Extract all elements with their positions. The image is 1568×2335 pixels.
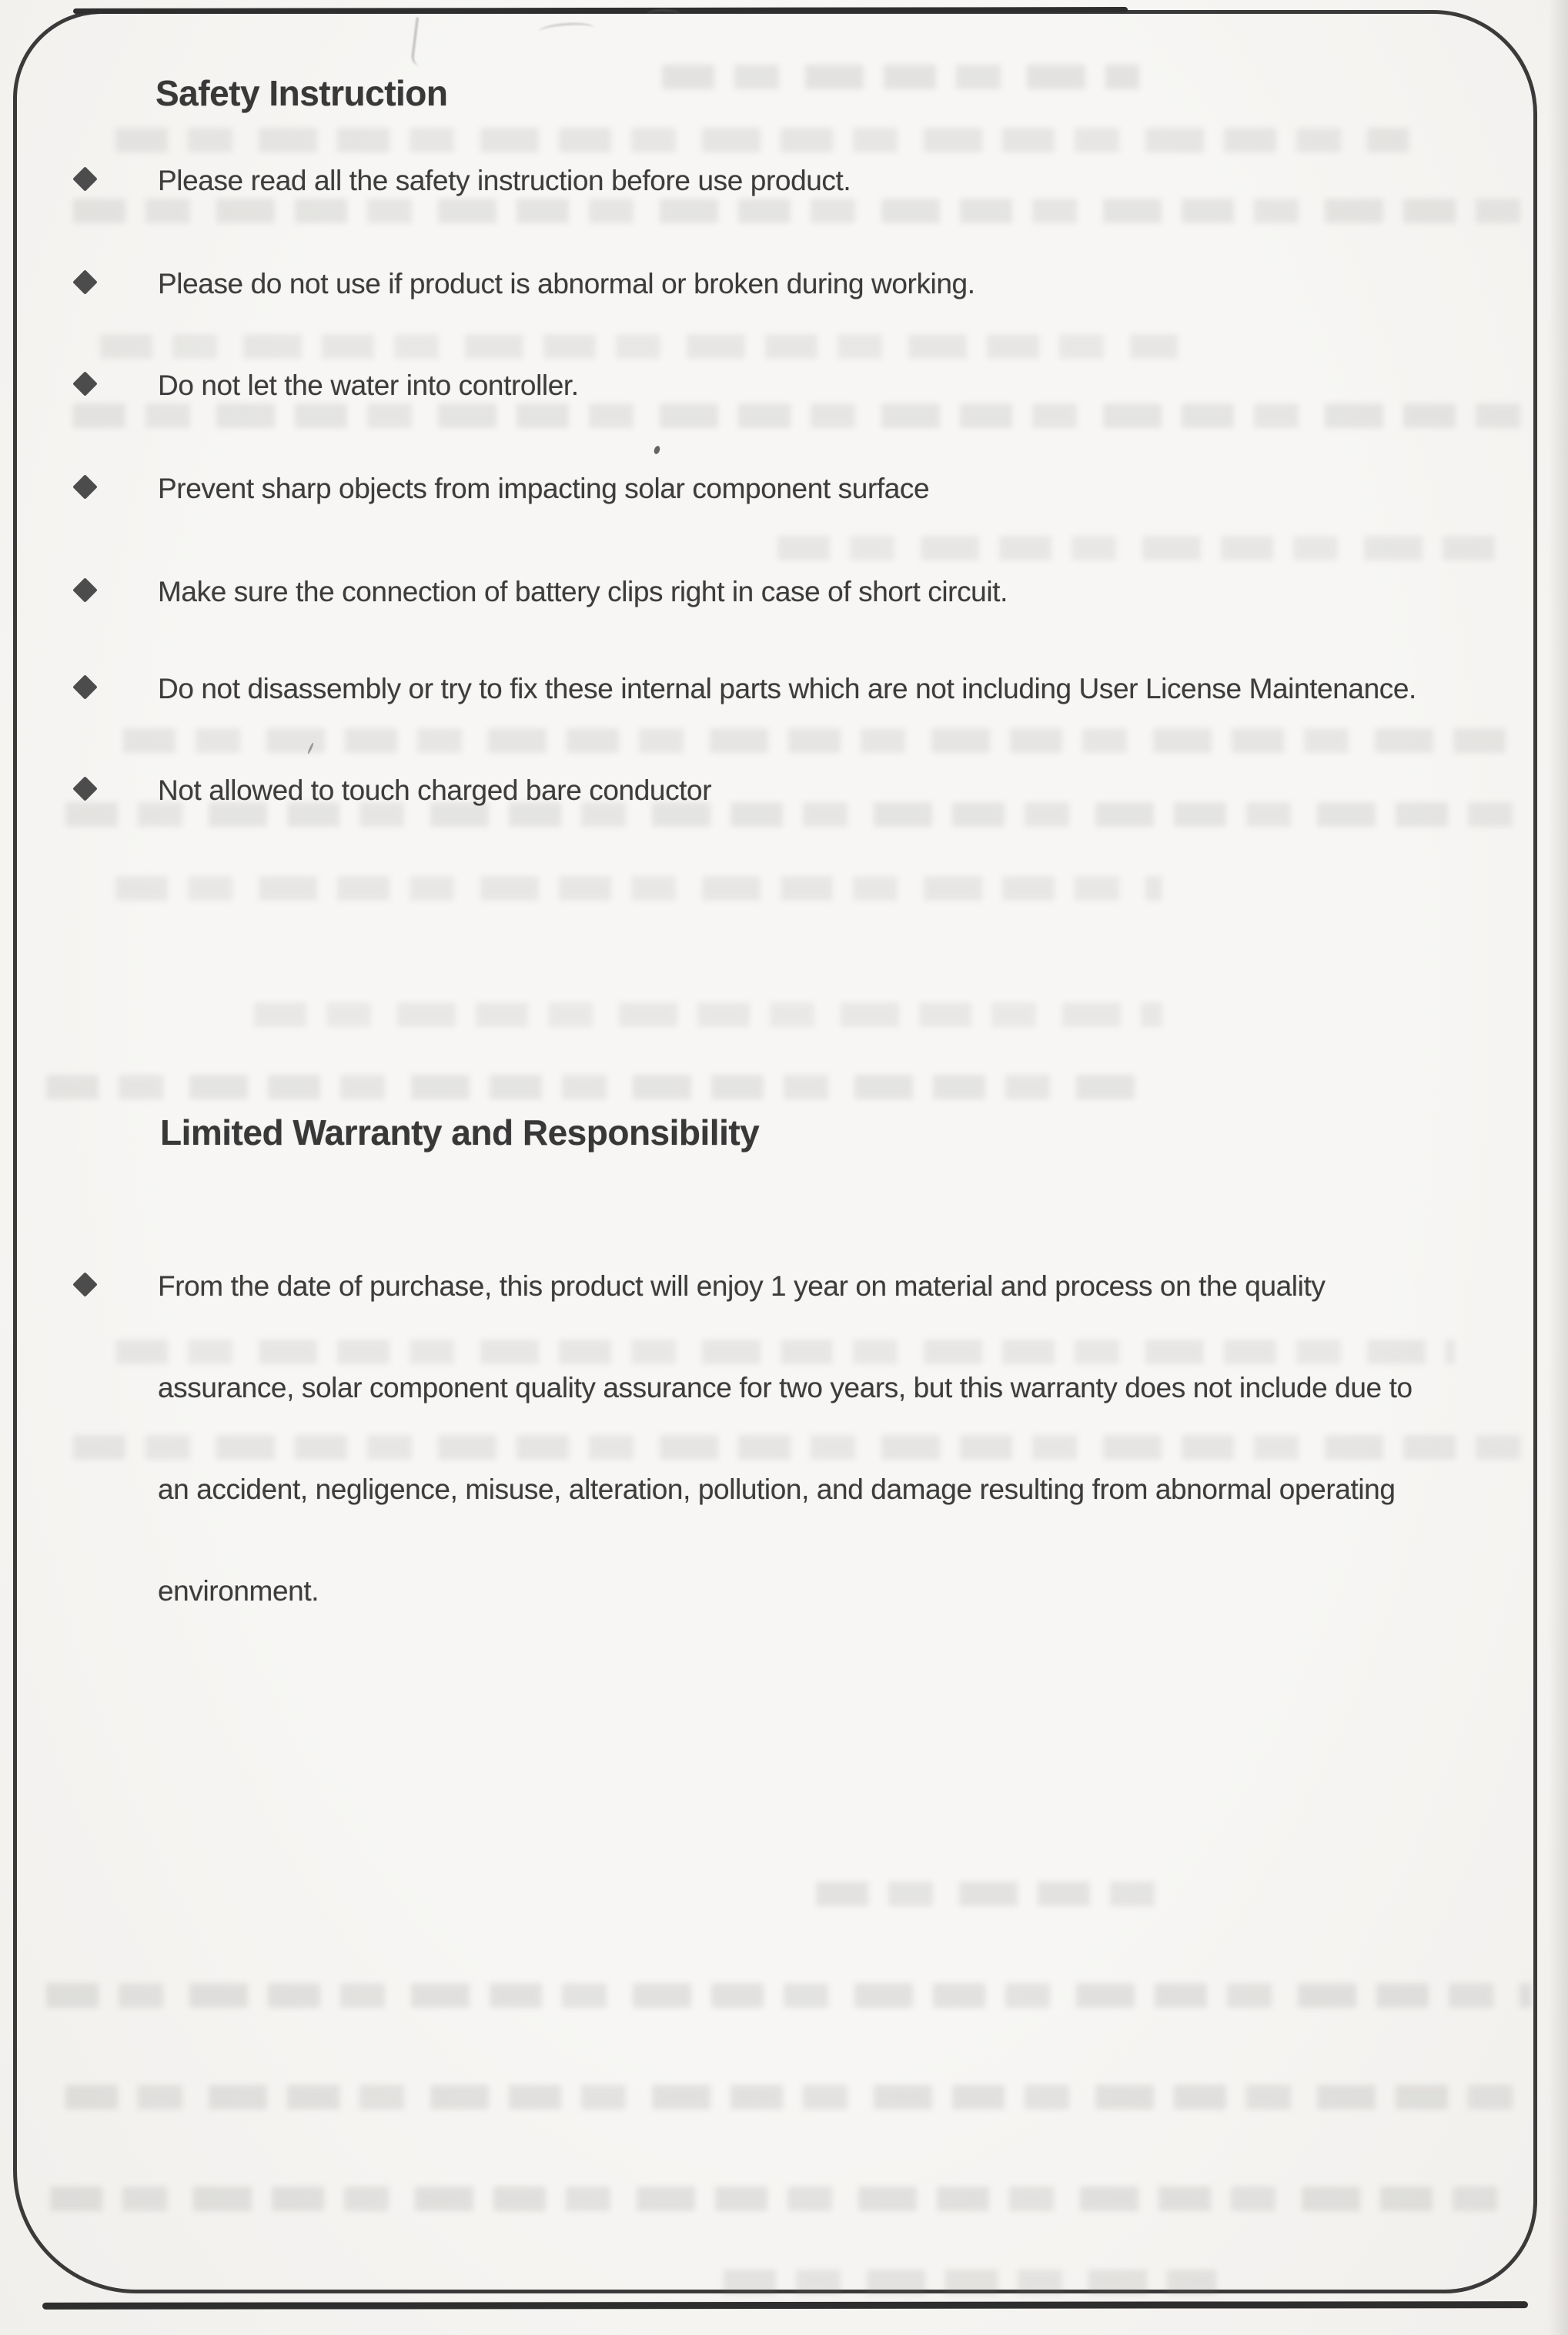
diamond-bullet-icon <box>72 371 98 396</box>
safety-item <box>0 266 1568 302</box>
bleedthrough-artifact <box>816 1882 1178 1906</box>
safety-item-text: Please read all the safety instruction before use product. <box>158 165 851 196</box>
safety-item-text: Please do not use if product is abnormal or broken during working. <box>158 268 975 299</box>
bleedthrough-artifact <box>50 2186 1520 2211</box>
diamond-bullet-icon <box>72 776 98 801</box>
bottom-border-accent <box>42 2301 1528 2310</box>
safety-item-text: Prevent sharp objects from impacting solar component surface <box>158 473 930 504</box>
bleedthrough-artifact <box>115 1340 1455 1364</box>
safety-item <box>0 574 1568 610</box>
warranty-paragraph-line: an accident, negligence, misuse, alteration, pollution, and damage resulting from abnormal operating <box>158 1474 1396 1505</box>
safety-item <box>0 671 1568 707</box>
bleedthrough-artifact <box>100 334 1178 359</box>
warranty-paragraph-line: assurance, solar component quality assurance for two years, but this warranty does not include due to <box>158 1372 1413 1403</box>
bleedthrough-artifact <box>777 536 1509 560</box>
bleedthrough-artifact <box>724 2270 1216 2294</box>
bleedthrough-artifact <box>73 199 1520 223</box>
bleedthrough-artifact <box>115 128 1409 152</box>
diamond-bullet-icon <box>72 1272 98 1297</box>
diamond-bullet-icon <box>72 166 98 192</box>
diamond-bullet-icon <box>72 269 98 295</box>
safety-item <box>0 163 1568 199</box>
bleedthrough-artifact <box>123 728 1509 753</box>
bleedthrough-artifact <box>73 403 1520 428</box>
bleedthrough-artifact <box>662 65 1139 89</box>
diamond-bullet-icon <box>72 674 98 700</box>
bleedthrough-artifact <box>46 1075 1139 1099</box>
bleedthrough-artifact <box>254 1002 1162 1027</box>
bleedthrough-artifact <box>115 876 1162 901</box>
bleedthrough-artifact <box>73 1435 1528 1460</box>
safety-section-title: Safety Instruction <box>155 73 448 113</box>
bleedthrough-artifact <box>46 1983 1532 2008</box>
safety-item-text: Make sure the connection of battery clips right in case of short circuit. <box>158 576 1008 607</box>
bleedthrough-artifact <box>65 2085 1528 2109</box>
safety-item <box>0 368 1568 403</box>
diamond-bullet-icon <box>72 577 98 603</box>
safety-item <box>0 471 1568 507</box>
diamond-bullet-icon <box>72 474 98 500</box>
warranty-paragraph-line: From the date of purchase, this product will enjoy 1 year on material and process on the quality <box>158 1270 1326 1302</box>
safety-item-text: Do not disassembly or try to fix these internal parts which are not including User License Maintenance. <box>158 673 1416 704</box>
scan-scratch <box>647 9 680 19</box>
warranty-paragraph-line: environment. <box>158 1575 319 1607</box>
safety-item-text: Not allowed to touch charged bare conductor <box>158 774 712 806</box>
safety-item-text: Do not let the water into controller. <box>158 370 579 401</box>
scan-edge-shadow <box>1548 0 1568 2335</box>
warranty-section-title: Limited Warranty and Responsibility <box>160 1112 760 1152</box>
safety-item <box>0 773 1568 808</box>
